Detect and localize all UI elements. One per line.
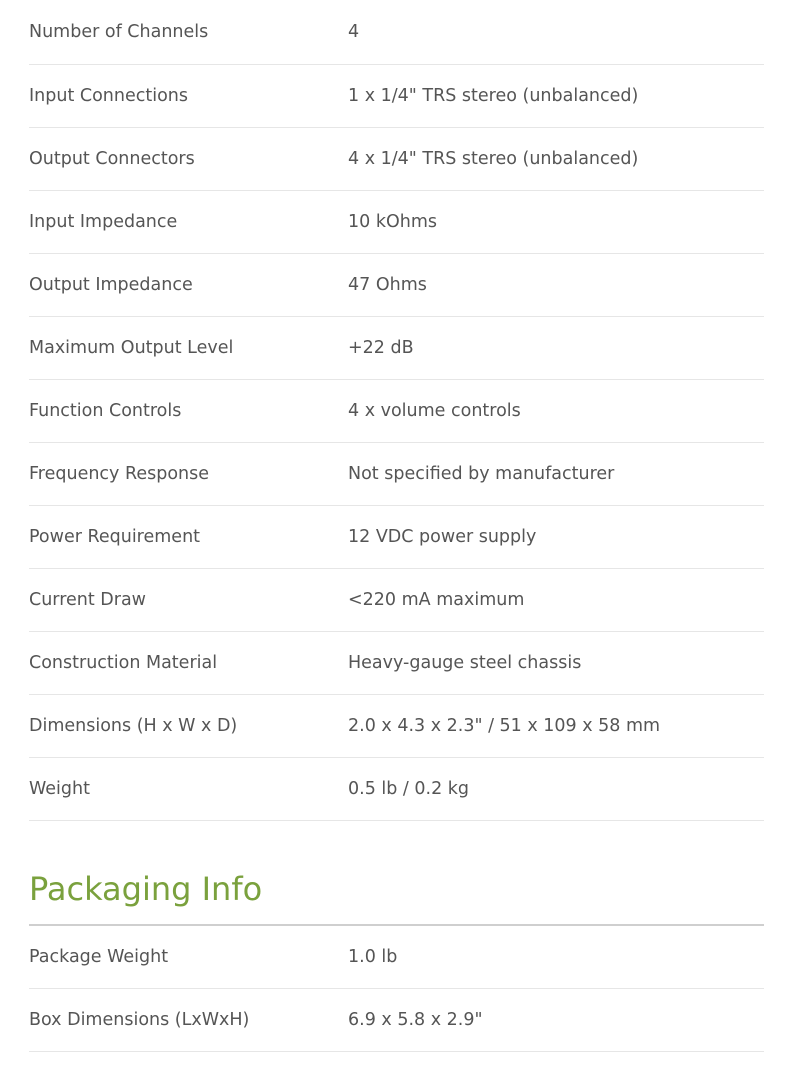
packaging-info-heading [29,821,764,926]
spec-sheet [29,0,764,1052]
spec-label: Frequency Response [29,464,210,484]
spec-label: Box Dimensions (LxWxH) [29,1010,250,1030]
spec-row-package-weight [29,926,764,989]
spec-label: Input Connections [29,86,189,106]
spec-value: 2.0 x 4.3 x 2.3" / 51 x 109 x 58 mm [348,716,661,736]
spec-row-output-impedance [29,254,764,317]
spec-value: 1 x 1/4" TRS stereo (unbalanced) [348,86,639,106]
spec-value: 10 kOhms [348,212,437,232]
spec-value: 0.5 lb / 0.2 kg [348,779,470,799]
spec-row-box-dimensions [29,989,764,1052]
spec-row-input-impedance [29,191,764,254]
spec-label: Function Controls [29,401,182,421]
spec-label: Power Requirement [29,527,201,547]
section-title-text: Packaging Info [29,870,263,908]
spec-row-dimensions [29,695,764,758]
spec-value: 12 VDC power supply [348,527,537,547]
spec-label: Current Draw [29,590,146,610]
spec-row-current-draw [29,569,764,632]
spec-label: Output Impedance [29,275,193,295]
spec-value: 4 x 1/4" TRS stereo (unbalanced) [348,149,639,169]
spec-label: Number of Channels [29,22,209,42]
specifications-table [29,0,764,821]
spec-value: +22 dB [348,338,414,358]
spec-row-power-requirement [29,506,764,569]
spec-value: 6.9 x 5.8 x 2.9" [348,1010,483,1030]
spec-label: Weight [29,779,90,799]
spec-label: Dimensions (H x W x D) [29,716,238,736]
spec-row-function-controls [29,380,764,443]
spec-label: Maximum Output Level [29,338,234,358]
spec-value: Not specified by manufacturer [348,464,615,484]
spec-value: 47 Ohms [348,275,427,295]
spec-value: 1.0 lb [348,947,398,967]
spec-row-weight [29,758,764,821]
spec-label: Construction Material [29,653,218,673]
spec-row-number-of-channels [29,0,764,65]
spec-row-frequency-response [29,443,764,506]
spec-row-output-connectors [29,128,764,191]
spec-value: <220 mA maximum [348,590,525,610]
spec-row-construction-material [29,632,764,695]
spec-value: 4 x volume controls [348,401,521,421]
spec-value: 4 [348,22,360,42]
spec-label: Output Connectors [29,149,195,169]
spec-label: Input Impedance [29,212,178,232]
spec-label: Package Weight [29,947,169,967]
spec-row-input-connections [29,65,764,128]
packaging-table [29,926,764,1052]
spec-value: Heavy-gauge steel chassis [348,653,582,673]
spec-row-maximum-output-level [29,317,764,380]
